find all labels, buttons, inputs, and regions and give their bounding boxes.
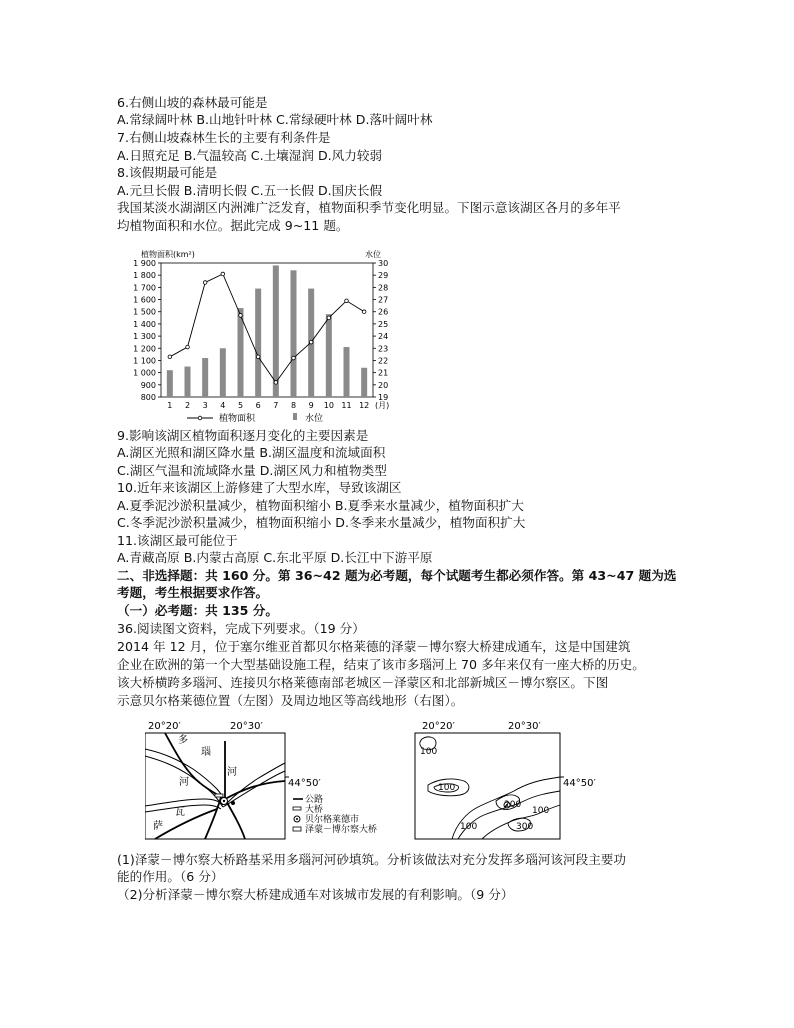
legend-city: 贝尔格莱德市 [305, 815, 360, 825]
question-9-options-ab: A.湖区光照和湖区降水量 B.湖区温度和流域面积 [117, 445, 386, 460]
question-36-title: 36.阅读图文资料，完成下列要求。（19 分） [117, 621, 365, 636]
y-left-tick-label: 1 900 [133, 259, 156, 268]
y-right-axis-label: 水位 [365, 250, 381, 259]
map-label-he-1: 河 [227, 767, 237, 778]
water-level-bar [291, 270, 297, 397]
y-right-tick-label: 19 [378, 393, 389, 402]
water-level-bar [273, 265, 279, 397]
x-tick-label: 3 [202, 401, 208, 410]
map-left-frame [145, 733, 285, 839]
map-label-duo: 多 [178, 735, 188, 746]
y-right-tick-label: 25 [378, 319, 389, 329]
x-tick-label: 11 [341, 401, 352, 410]
belgrade-location-map [145, 721, 405, 846]
water-level-bar [167, 370, 173, 397]
x-tick-label: 4 [220, 401, 226, 410]
y-right-tick-label: 30 [378, 259, 389, 268]
y-right-tick-label: 22 [378, 356, 389, 366]
contour-label-4: 200 [504, 800, 522, 810]
map-left-coord-lon1: 20°20′ [148, 721, 181, 732]
plant-area-point [327, 316, 331, 320]
question-10-options-cd: C.冬季泥沙淤积量减少，植物面积缩小 D.冬季来水量减少，植物面积扩大 [117, 515, 526, 530]
y-left-tick-label: 1 800 [133, 271, 156, 281]
y-left-tick-label: 1 700 [133, 283, 156, 293]
water-level-bar [326, 314, 332, 397]
plant-area-point [203, 281, 207, 285]
x-tick-label: 8 [290, 401, 297, 410]
plant-area-point [292, 356, 296, 360]
legend-water-level: 水位 [305, 414, 324, 424]
y-left-tick-label: 1 400 [133, 319, 156, 329]
plant-area-point [362, 310, 366, 314]
contour-label-2: 100 [438, 783, 456, 793]
question-9-options-cd: C.湖区气温和流域降水量 D.湖区风力和植物类型 [117, 463, 387, 478]
plant-area-point [239, 314, 243, 318]
map-label-nao: 瑙 [201, 747, 211, 758]
y-right-tick-label: 24 [378, 332, 389, 342]
intro-line-1: 我国某淡水湖湖区内洲滩广泛发育，植物面积季节变化明显。下图示意该湖区各月的多年平 [117, 200, 621, 215]
question-6-stem: 6.右侧山坡的森林最可能是 [117, 95, 268, 110]
y-right-tick-label: 21 [378, 368, 389, 378]
plant-area-point [186, 345, 190, 349]
plant-area-point [309, 340, 313, 344]
water-level-bar [255, 289, 261, 397]
plant-area-point [274, 381, 278, 385]
map-right-coord-lon2: 20°30′ [508, 721, 541, 732]
y-right-tick-label: 20 [378, 380, 389, 390]
plant-area-series-line [170, 274, 364, 382]
section-subheader: （一）必考题：共 135 分。 [117, 603, 278, 618]
contour-label-5: 300 [516, 822, 534, 832]
water-level-bar [361, 368, 367, 397]
map-left-coord-lon2: 20°30′ [230, 721, 263, 732]
legend-zemun-borca-bridge: 泽蒙－博尔察大桥 [305, 825, 378, 835]
plant-area-point [168, 355, 172, 359]
y-left-tick-label: 1 600 [133, 295, 156, 305]
y-left-tick-label: 1 100 [133, 356, 156, 366]
question-36-sub-1b: 能的作用。（6 分） [117, 869, 224, 884]
chart-axes [158, 263, 376, 397]
plant-area-point [221, 272, 225, 276]
question-7-options: A.日照充足 B.气温较高 C.土壤湿润 D.风力较弱 [117, 148, 383, 163]
chart-legend [187, 412, 323, 424]
contour-label-6: 100 [532, 806, 550, 816]
question-36-sub-1a: (1)泽蒙－博尔察大桥路基采用多瑙河河砂填筑。分析该做法对充分发挥多瑙河该河段主要功 [117, 852, 626, 867]
y-left-tick-label: 900 [140, 380, 156, 390]
water-level-bar [220, 348, 226, 397]
contour-label-3: 100 [460, 822, 478, 832]
map-left-coord-lat: 44°50′ [288, 778, 321, 789]
x-tick-label: 9 [308, 401, 314, 410]
question-10-stem: 10.近年来该湖区上游修建了大型水库，导致该湖区 [117, 480, 402, 495]
legend-bridge: 大桥 [305, 805, 324, 815]
question-10-options-ab: A.夏季泥沙淤积量减少，植物面积缩小 B.夏季来水量减少，植物面积扩大 [117, 498, 524, 513]
x-tick-label: 5 [237, 401, 244, 410]
map-label-wa: 瓦 [175, 807, 185, 818]
legend-line-marker [198, 416, 202, 420]
question-8-options: A.元旦长假 B.清明长假 C.五一长假 D.国庆长假 [117, 183, 383, 198]
plant-area-water-level-chart [117, 245, 417, 425]
question-7-stem: 7.右侧山坡森林生长的主要有利条件是 [117, 130, 331, 145]
y-left-axis-label: 植物面积(km²) [141, 250, 195, 259]
y-right-tick-label: 26 [378, 307, 389, 317]
map-left-legend [293, 793, 377, 835]
question-9-stem: 9.影响该湖区植物面积逐月变化的主要因素是 [117, 428, 369, 443]
x-tick-label: 2 [184, 401, 191, 410]
question-8-stem: 8.该假期最可能是 [117, 165, 218, 180]
y-right-tick-label: 23 [378, 344, 389, 354]
y-left-tick-label: 1 200 [133, 344, 156, 354]
question-11-options: A.青藏高原 B.内蒙古高原 C.东北平原 D.长江中下游平原 [117, 550, 433, 565]
x-tick-label: 6 [255, 401, 261, 410]
y-right-tick-label: 28 [378, 283, 389, 293]
y-left-tick-label: 1 300 [133, 332, 156, 342]
legend-road: 公路 [305, 795, 324, 805]
water-level-bar [185, 367, 191, 397]
section-header-line-2: 考题，考生根据要求作答。 [117, 585, 269, 600]
map-right-coord-lat: 44°50′ [563, 778, 596, 789]
x-tick-label: 1 [167, 401, 173, 410]
zemun-borca-bridge-marker [215, 794, 223, 797]
plant-area-point [345, 299, 349, 303]
water-level-bar [202, 358, 208, 397]
question-36-paragraph-1: 2014 年 12 月，位于塞尔维亚首都贝尔格莱德的泽蒙－博尔察大桥建成通车，这是中国建筑 [117, 639, 631, 654]
y-left-tick-label: 1 000 [133, 368, 156, 378]
x-tick-label: 7 [273, 401, 279, 410]
section-header-line-1: 二、非选择题：共 160 分。第 36~42 题为必考题，每个试题考生都必须作答。第 43~47 题为选 [117, 568, 677, 583]
x-tick-label: 10 [323, 401, 334, 410]
plot-frame [161, 263, 373, 397]
contour-label-1: 100 [420, 747, 438, 757]
water-level-bar [344, 347, 350, 397]
map-label-sa: 萨 [153, 821, 163, 832]
plant-area-line [168, 272, 366, 384]
water-level-bars [167, 265, 367, 397]
legend-bar-sample [293, 413, 297, 420]
y-left-tick-label: 1 500 [133, 307, 156, 317]
legend-plant-area: 植物面积 [219, 414, 256, 424]
y-right-tick-label: 29 [378, 271, 389, 281]
map-label-he-2: 河 [179, 777, 189, 788]
question-11-stem: 11.该湖区最可能位于 [117, 533, 238, 548]
x-axis-unit: (月) [375, 401, 390, 410]
contour-terrain-map [412, 721, 612, 846]
question-36-paragraph-4: 示意贝尔格莱德位置（左图）及周边地区等高线地形（右图）。 [117, 693, 464, 708]
y-left-tick-label: 800 [140, 393, 156, 402]
question-36-paragraph-3: 该大桥横跨多瑙河、连接贝尔格莱德南部老城区－泽蒙区和北部新城区－博尔察区。下图 [117, 675, 609, 690]
x-tick-label: 12 [359, 401, 370, 410]
question-36-sub-2: （2)分析泽蒙－博尔察大桥建成通车对该城市发展的有利影响。（9 分） [117, 887, 514, 902]
plant-area-point [256, 355, 260, 359]
map-right-coord-lon1: 20°20′ [422, 721, 455, 732]
question-36-paragraph-2: 企业在欧洲的第一个大型基础设施工程，结束了该市多瑙河上 70 多年来仅有一座大桥的历史。 [117, 657, 645, 672]
question-6-options: A.常绿阔叶林 B.山地针叶林 C.常绿硬叶林 D.落叶阔叶林 [117, 112, 433, 127]
y-right-tick-label: 27 [378, 295, 389, 305]
intro-line-2: 均植物面积和水位。据此完成 9~11 题。 [117, 218, 349, 233]
